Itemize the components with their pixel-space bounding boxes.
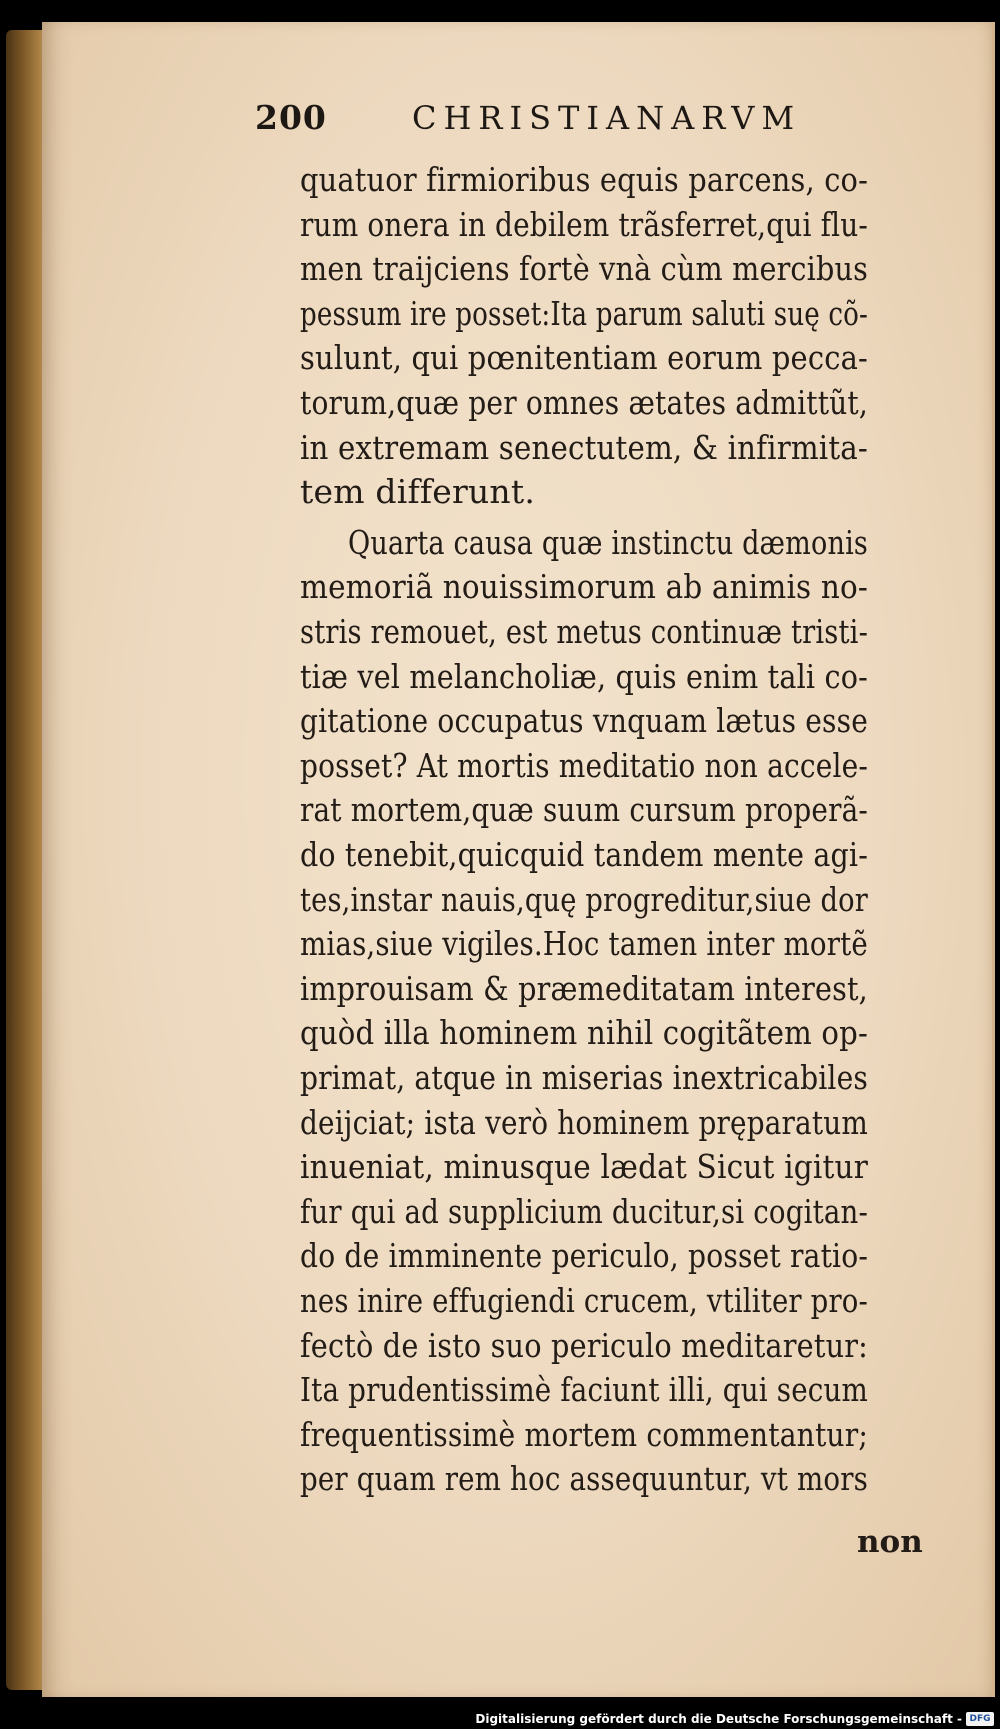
text-line: frequentissimè mortem commentantur; (300, 1414, 869, 1454)
text-line: pessum ire posset:Ita parum saluti suę cõ- (300, 293, 869, 333)
text-line: memoriã nouissimorum ab animis no- (300, 567, 869, 607)
text-line: deijciat; ista verò hominem pręparatum (300, 1102, 868, 1142)
catchword: non (857, 1524, 923, 1560)
text-line: inueniat, minusque lædat Sicut igitur (300, 1147, 868, 1187)
running-head (255, 93, 865, 143)
text-line: fectò de isto suo periculo meditaretur: (300, 1325, 869, 1365)
text-line: Ita prudentissimè faciunt illi, qui secum (300, 1370, 869, 1410)
text-line: tem differunt. (300, 472, 536, 512)
text-line: rum onera in debilem trãsferret,qui flu- (300, 204, 869, 244)
text-line: primat, atque in miserias inextricabiles (300, 1058, 868, 1097)
text-line: stris remouet, est metus continuæ tristi- (300, 612, 868, 651)
text-line: torum,quæ per omnes ætates admittũt, (300, 383, 868, 422)
running-title: CHRISTIANARVM (412, 99, 802, 137)
text-line: gitatione occupatus vnquam lætus esse (300, 701, 868, 741)
text-line: posset? At mortis meditatio non accele- (300, 745, 868, 785)
text-line: tiæ vel melancholiæ, quis enim tali co- (300, 656, 868, 696)
digitization-credit: Digitalisierung gefördert durch die Deutsche Forschungsgemeinschaft - (475, 1712, 962, 1726)
text-line: do tenebit,quicquid tandem mente agi- (300, 835, 869, 874)
text-line: per quam rem hoc assequuntur, vt mors (300, 1459, 868, 1499)
page-number: 200 (255, 98, 327, 137)
text-line: tes,instar nauis,quę progreditur,siue dor (300, 879, 868, 919)
text-line: rat mortem,quæ suum cursum properã- (300, 790, 868, 830)
text-line: improuisam & præmeditatam interest, (300, 968, 868, 1008)
text-line: sulunt, qui pœnitentiam eorum pecca- (300, 338, 868, 378)
text-line: mias,siue vigiles.Hoc tamen inter mortẽ (300, 924, 868, 964)
text-line: Quarta causa quæ instinctu dæmonis (348, 522, 868, 562)
text-line: men traijciens fortè vnà cùm mercibus (300, 249, 868, 289)
text-line: nes inire effugiendi crucem, vtiliter pro- (300, 1281, 868, 1320)
dfg-logo: DFG (966, 1712, 994, 1726)
text-line: do de imminente periculo, posset ratio- (300, 1236, 869, 1276)
text-line: quatuor firmioribus equis parcens, co- (300, 160, 869, 199)
text-line: quòd illa hominem nihil cogitãtem op- (300, 1013, 868, 1053)
text-line: in extremam senectutem, & infirmita- (300, 427, 868, 467)
text-line: fur qui ad supplicium ducitur,si cogitan- (300, 1191, 868, 1231)
